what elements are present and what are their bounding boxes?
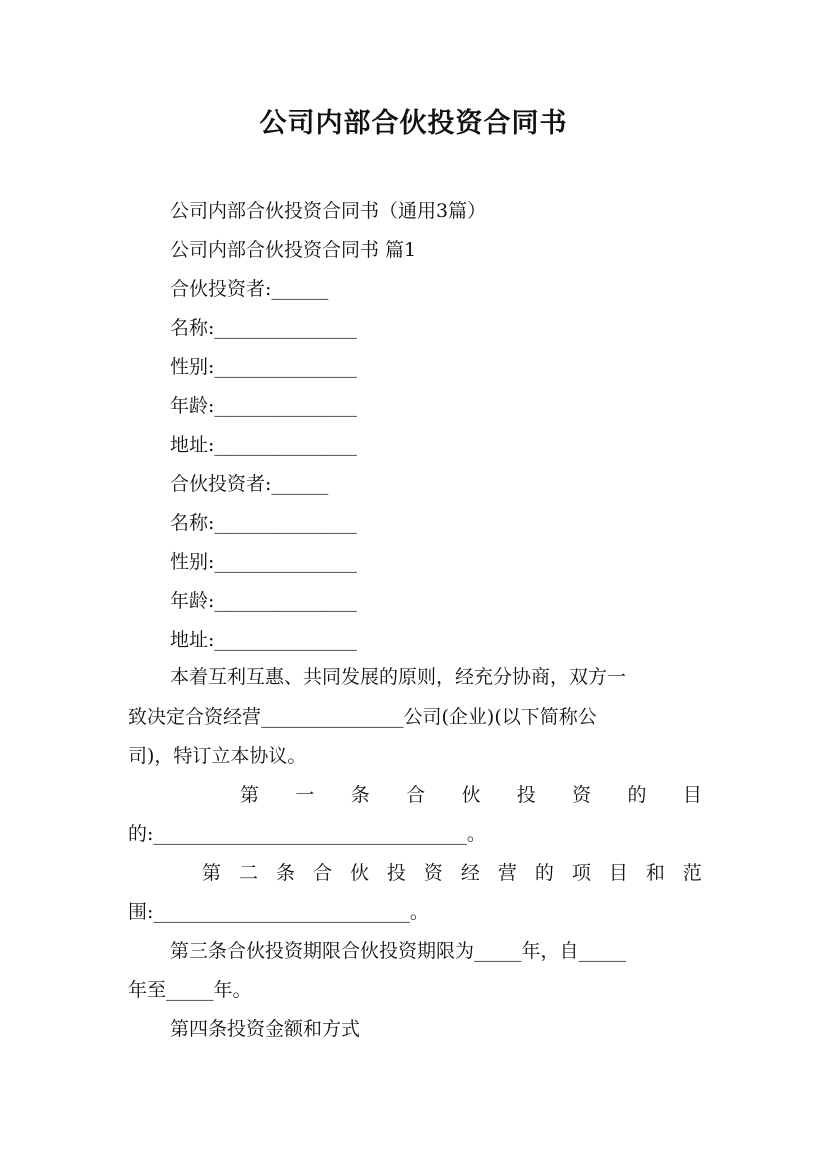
article2-char: 二 [238,862,258,884]
article2-char: 项 [571,862,591,884]
partner2-age: 年龄:_______________ [170,590,357,612]
article1-heading [240,780,702,810]
partner2-gender: 性别:_______________ [170,551,357,573]
article1-char: 目 [682,784,702,806]
article2-char: 合 [312,862,332,884]
partner2-address: 地址:_______________ [170,629,357,651]
document-subtitle: 公司内部合伙投资合同书（通用3篇） [170,200,487,222]
section-heading: 公司内部合伙投资合同书 篇1 [170,239,417,261]
article2-char: 目 [608,862,628,884]
article1-char: 资 [572,784,592,806]
intro-line-3: 司)，特订立本协议。 [128,745,307,767]
article2-char: 条 [275,862,295,884]
intro-line-2: 致决定合资经营_______________公司(企业)(以下简称公 [128,706,597,728]
document-title: 公司内部合伙投资合同书 [259,108,568,139]
partner1-address: 地址:_______________ [170,434,357,456]
article2-char: 资 [423,862,443,884]
article2-char: 和 [645,862,665,884]
article1-char: 合 [406,784,426,806]
article1-char: 投 [516,784,536,806]
article2-char: 经 [460,862,480,884]
article1-line-2: 的:_________________________________。 [128,823,486,845]
intro-line-1: 本着互利互惠、共同发展的原则，经充分协商，双方一 [170,666,627,688]
article1-char: 伙 [461,784,481,806]
partner2-name: 名称:_______________ [170,512,357,534]
partner1-name: 名称:_______________ [170,317,357,339]
article3-line-2: 年至_____年。 [128,979,252,1001]
article2-char: 伙 [349,862,369,884]
partner1-investor: 合伙投资者:______ [170,278,329,300]
article3-line-1: 第三条合伙投资期限合伙投资期限为_____年，自_____ [170,940,627,962]
partner1-age: 年龄:_______________ [170,395,357,417]
article2-line-2: 围:___________________________。 [128,901,429,923]
article2-char: 范 [682,862,702,884]
article2-char: 第 [202,862,222,884]
article2-char: 的 [534,862,554,884]
article1-char: 一 [295,784,315,806]
article1-char: 条 [350,784,370,806]
article1-char: 的 [627,784,647,806]
article1-char: 第 [240,784,260,806]
partner1-gender: 性别:_______________ [170,356,357,378]
partner2-investor: 合伙投资者:______ [170,473,329,495]
article2-char: 营 [497,862,517,884]
article4-heading: 第四条投资金额和方式 [170,1018,361,1040]
article2-heading [202,858,702,888]
article2-char: 投 [386,862,406,884]
